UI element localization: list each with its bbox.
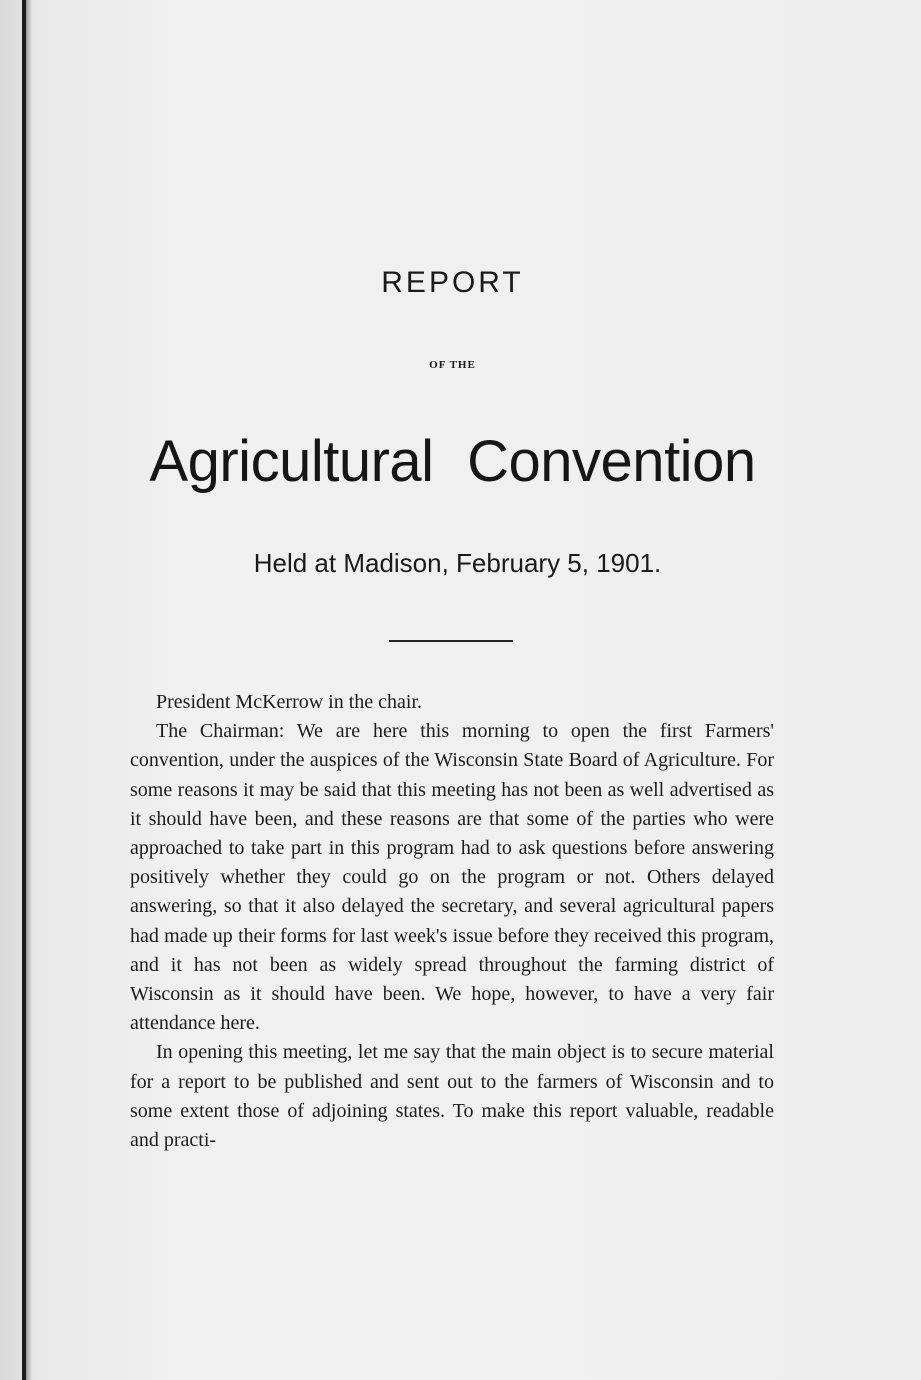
body-text bbox=[130, 688, 774, 1155]
page-subtitle: Held at Madison, February 5, 1901. bbox=[253, 548, 662, 578]
section-divider bbox=[389, 640, 513, 642]
paragraph-chairman-remarks: The Chairman: We are here this morning to open the first Farmers' convention, under the auspices of the Wisconsin State Board of Agriculture. For some reasons it may be said that this meeting has not been as well advertised as it should have been, and these reasons are that some of the parties who were approached to take part in this program had to ask questions before answering positively whether they could go on the program or not. Others delayed answering, so that it also delayed the secretary, and several agricultural papers had made up their forms for last week's issue before they received this program, and it has not been as widely spread throughout the farming district of Wisconsin as it should have been. We hope, however, to have a very fair attendance here. bbox=[130, 720, 774, 1035]
paragraph-chair: President McKerrow in the chair. bbox=[156, 691, 423, 713]
page-title: Agricultural Convention bbox=[149, 429, 756, 494]
gutter-shadow bbox=[26, 0, 32, 1380]
paragraph-opening: In opening this meeting, let me say that the main object is to secure material for a report to be published and sent out to the farmers of Wisconsin and to some extent those of adjoining states. To make this report valuable, readable and practi- bbox=[130, 1041, 774, 1152]
report-heading: REPORT bbox=[381, 266, 524, 299]
of-the-heading: OF THE bbox=[429, 359, 476, 371]
